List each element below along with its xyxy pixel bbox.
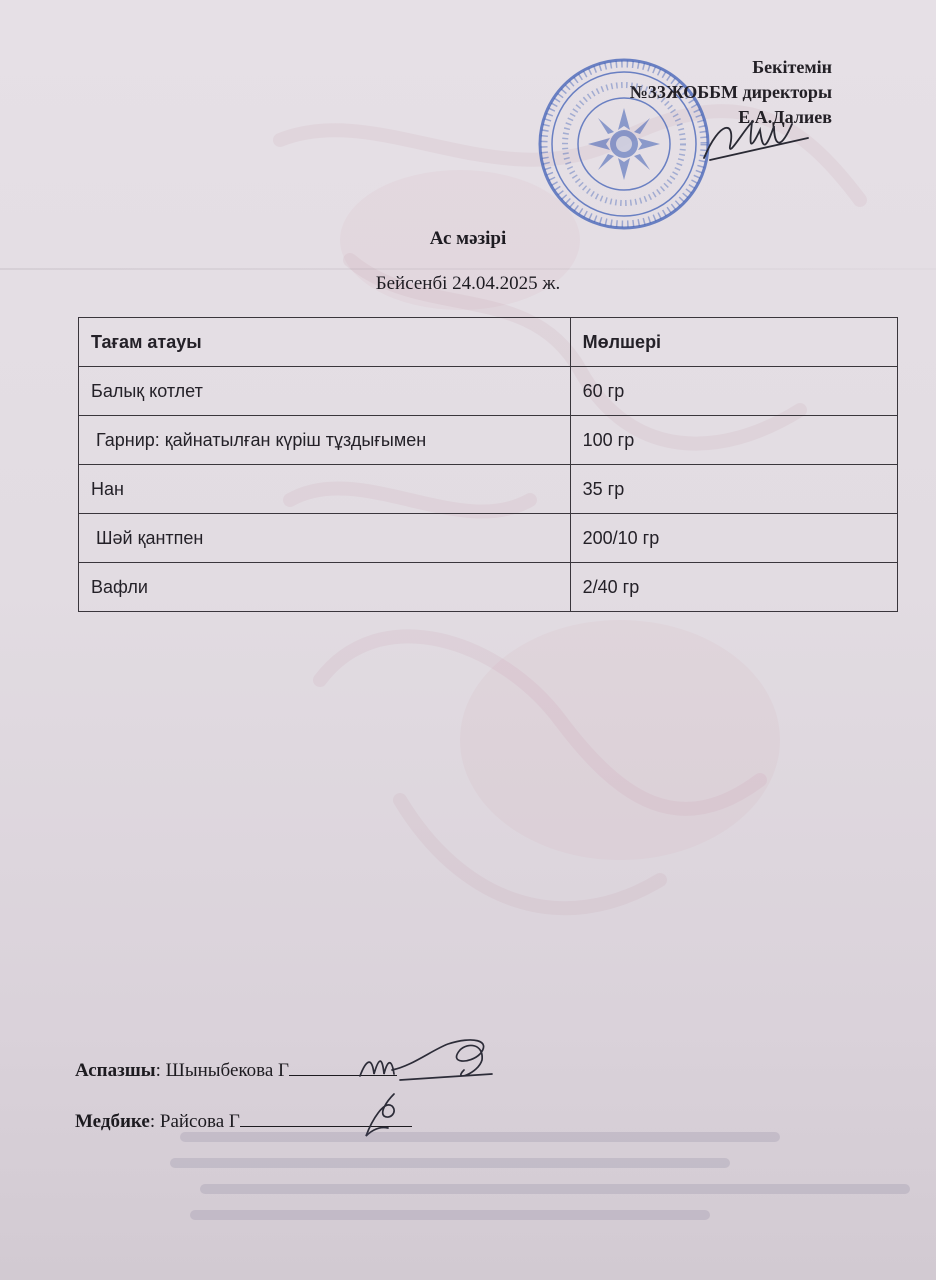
dish-name: Вафли (79, 563, 571, 612)
director-signature (700, 100, 810, 170)
dish-amount: 100 гр (570, 416, 897, 465)
approval-heading: Бекітемін (752, 57, 832, 77)
dish-amount: 35 гр (570, 465, 897, 514)
dish-name: Нан (79, 465, 571, 514)
menu-date: Бейсенбі 24.04.2025 ж. (375, 273, 561, 294)
menu-table (78, 317, 898, 612)
column-header-dish: Тағам атауы (79, 318, 571, 367)
table-row (79, 514, 898, 563)
table-row (79, 465, 898, 514)
nurse-label: Медбике (75, 1111, 150, 1132)
dish-name: Шәй қантпен (79, 514, 571, 563)
table-header-row (79, 318, 898, 367)
table-row (79, 367, 898, 416)
nurse-name: : Райсова Г (149, 1111, 240, 1132)
cook-name: : Шыныбекова Г (155, 1060, 290, 1081)
approval-school-director: №33ЖОББМ директоры (629, 82, 832, 102)
approval-director-name: Е.А.Далиев (738, 107, 832, 127)
table-row (79, 416, 898, 465)
dish-name: Балық котлет (79, 367, 571, 416)
cook-signature-line (75, 1057, 397, 1082)
paper-fold (0, 268, 936, 270)
cook-label: Аспазшы (75, 1060, 156, 1081)
table-row (79, 563, 898, 612)
document-title: Ас мәзірі (429, 228, 507, 249)
dish-amount: 2/40 гр (570, 563, 897, 612)
cook-signature (352, 1030, 512, 1090)
dish-name: Гарнир: қайнатылған күріш тұздығымен (79, 416, 571, 465)
dish-amount: 200/10 гр (570, 514, 897, 563)
dish-amount: 60 гр (570, 367, 897, 416)
column-header-amount: Мөлшері (570, 318, 897, 367)
show-through-text (170, 1128, 910, 1238)
